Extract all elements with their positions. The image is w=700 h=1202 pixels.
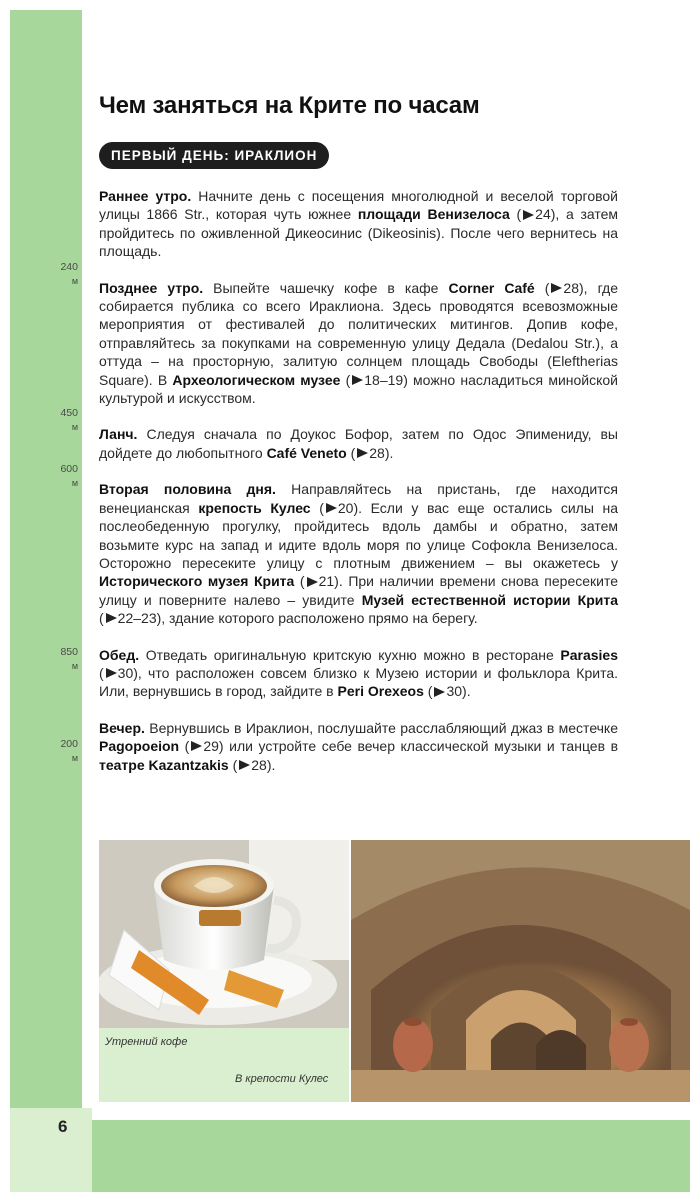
side-accent-bar	[10, 10, 82, 1108]
paragraph-text: .	[389, 444, 394, 461]
paragraph-lunch	[99, 425, 618, 462]
paragraph-text: Направляйтесь на пристань, где находится венецианская	[99, 481, 619, 516]
page-ref-arrow-icon	[191, 741, 202, 751]
paragraph-text: Выпейте чашечку кофе в кафе	[203, 279, 449, 296]
page-ref-arrow-icon	[239, 760, 250, 770]
paragraph-text: . Если у вас еще остались силы на послеобеденную прогулку, пройдитесь вдоль дамбы и обратно, затем возьмите курс на запад и идите вдоль моря по улице Софокла Венизелоса. Осторожно пересеките улицу с плотным движением – вы окажетесь у	[99, 499, 619, 571]
page-ref-number: 24	[535, 206, 551, 223]
place-name: Peri Orexeos	[337, 683, 424, 700]
page-ref-arrow-icon	[434, 687, 445, 697]
place-name: Исторического музея Крита	[99, 573, 295, 590]
page-ref-number: 28	[369, 444, 385, 461]
paragraph-text: можно насладиться минойской культурой и искусством.	[99, 371, 618, 407]
page-ref-number: 28	[563, 279, 579, 296]
distance-unit: м	[71, 753, 78, 763]
paragraph-lead: Раннее утро.	[99, 188, 192, 204]
paragraph-text: .	[466, 683, 471, 700]
page-ref-number: 28	[251, 756, 267, 773]
paragraph-text: или устройте себе вечер классической музыки и танцев в	[223, 738, 619, 755]
page-ref-number: 20	[337, 499, 354, 516]
paragraph-text: , здание которого расположено прямо на берегу.	[161, 610, 478, 627]
place-name: Pagopoeion	[99, 738, 180, 755]
page-ref-number: 29	[203, 738, 219, 755]
distance-unit: м	[71, 276, 78, 286]
fortress-photo	[351, 840, 690, 1102]
paragraph-text: Начните день с посещения многолюдной и веселой торговой улицы 1866 Str., которая чуть южнее	[99, 188, 618, 223]
distance-value: 850	[60, 646, 78, 658]
page-reference: ( 29)	[184, 738, 224, 755]
paragraph-text: , а затем пройдитесь по оживленной Дикеосинис (Dikeosinis). После чего вернитесь на площадь.	[99, 206, 619, 260]
paragraph-lead: Ланч.	[99, 426, 138, 443]
distance-value: 240	[60, 261, 78, 273]
place-name: Café Veneto	[266, 444, 347, 461]
paragraph-evening	[99, 719, 618, 774]
page-reference: ( 22–23)	[99, 610, 162, 627]
page-ref-number: 21	[318, 573, 335, 590]
paragraph-lead: Позднее утро.	[99, 279, 204, 296]
page-ref-number: 18–19	[364, 371, 404, 388]
paragraph-text: Вернувшись в Ираклион, послушайте расслабляющий джаз в местечке	[144, 719, 618, 736]
paragraph-text: .	[271, 756, 276, 773]
coffee-photo	[99, 840, 349, 1028]
page-ref-arrow-icon	[307, 577, 318, 587]
paragraph-text: , что расположен совсем близко к Музею истории и фольклора Крита. Или, вернувшись в город, зайдите в	[99, 664, 618, 700]
place-name: Corner Café	[448, 279, 535, 296]
page-reference: ( 28)	[544, 279, 584, 296]
place-name: Parasies	[560, 646, 618, 663]
page-reference: ( 30)	[427, 683, 467, 700]
page-reference: ( 28)	[350, 444, 390, 461]
page-number-panel	[10, 1108, 92, 1192]
page-ref-number: 30	[446, 683, 463, 700]
caption-coffee: Утренний кофе	[105, 1036, 188, 1048]
page-ref-arrow-icon	[357, 448, 368, 458]
page-reference: ( 18–19)	[345, 371, 408, 388]
page-reference: ( 20)	[319, 499, 359, 516]
distance-unit: м	[71, 478, 78, 488]
paragraph-text: Следуя сначала по Доукос Бофор, затем по Одос Эпимениду, вы дойдете до любопытного	[99, 426, 618, 461]
page-ref-arrow-icon	[523, 210, 534, 220]
day-badge: ПЕРВЫЙ ДЕНЬ: ИРАКЛИОН	[99, 142, 329, 169]
distance-value: 200	[60, 738, 78, 750]
paragraph-afternoon	[99, 480, 618, 627]
page-ref-arrow-icon	[326, 503, 337, 513]
paragraph-lead: Вечер.	[99, 719, 145, 736]
paragraph-lead: Обед.	[99, 646, 140, 663]
paragraph-dinner	[99, 646, 618, 701]
distance-marker	[40, 645, 78, 673]
page-reference: ( 21)	[299, 573, 339, 590]
distance-marker	[40, 406, 78, 434]
distance-value: 450	[60, 407, 78, 419]
page-ref-number: 30	[117, 664, 134, 681]
fortress-illustration	[351, 840, 690, 1102]
page-title: Чем заняться на Крите по часам	[99, 92, 480, 119]
paragraph-lead: Вторая половина дня.	[99, 481, 276, 498]
place-name: Археологическом музее	[172, 371, 341, 388]
itinerary-text	[99, 187, 618, 792]
page-ref-arrow-icon	[106, 613, 117, 623]
place-name: Музей естественной истории Крита	[361, 591, 618, 608]
distance-unit: м	[71, 661, 78, 671]
page-ref-arrow-icon	[551, 283, 562, 293]
page-reference: ( 28)	[232, 756, 272, 773]
bottom-accent-band	[92, 1120, 690, 1192]
paragraph-text: . При наличии времени снова пересеките улицу и поверните налево – увидите	[99, 573, 619, 608]
place-name: площади Венизелоса	[357, 206, 510, 223]
distance-value: 600	[60, 463, 78, 475]
page-number: 6	[58, 1117, 68, 1136]
paragraph-text: , где собирается публика со всего Ираклиона. Здесь проводятся всевозможные мероприятия от фестивалей до политических митингов. Допив кофе, отправляйтесь за покупками на современную улицу Дедала (Dedalou Str.), а оттуда – на просторную, залитую солнцем площадь Свободы (Eleftherias Square). В	[99, 279, 619, 388]
paragraph-late-morning	[99, 279, 618, 408]
page-ref-number: 22–23	[117, 610, 157, 627]
place-name: театре Kazantzakis	[99, 756, 229, 773]
distance-marker	[40, 260, 78, 288]
paragraph-text: Отведать оригинальную критскую кухню можно в ресторане	[139, 646, 561, 663]
page-ref-arrow-icon	[352, 375, 363, 385]
page-reference: ( 24)	[516, 206, 556, 223]
page-reference: ( 30)	[99, 664, 138, 681]
distance-marker	[40, 737, 78, 765]
place-name: крепость Кулес	[198, 499, 311, 516]
distance-marker	[40, 462, 78, 490]
page-ref-arrow-icon	[106, 668, 117, 678]
paragraph-early-morning	[99, 187, 618, 261]
coffee-illustration	[99, 840, 349, 1028]
caption-fortress: В крепости Кулес	[235, 1073, 329, 1085]
distance-unit: м	[71, 422, 78, 432]
